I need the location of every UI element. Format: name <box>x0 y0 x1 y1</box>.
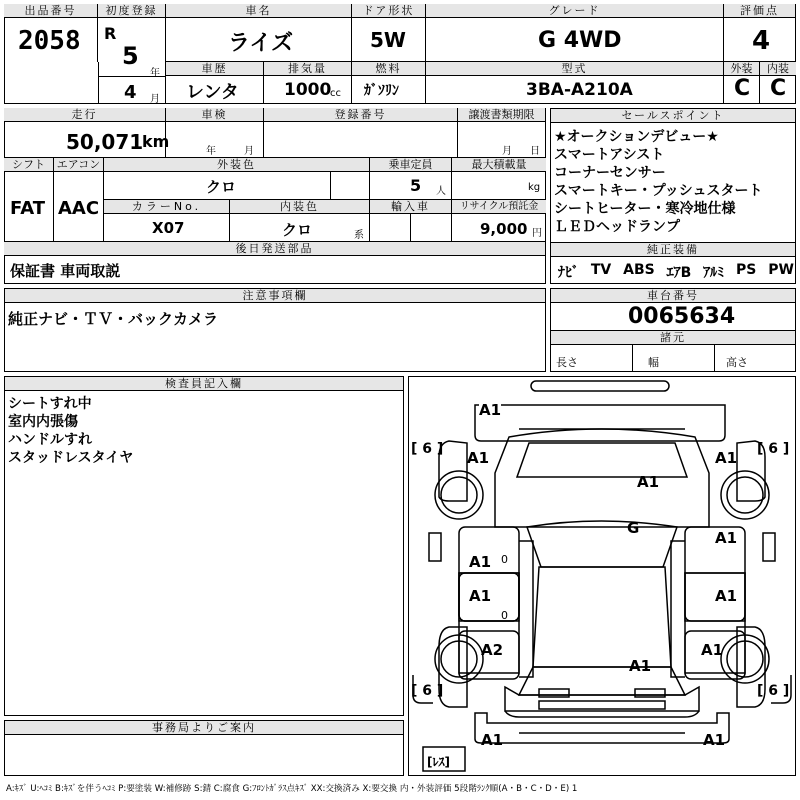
color-no-value: X07 <box>152 219 185 237</box>
int-cell <box>760 62 796 104</box>
zero-mark-left-front: 0 <box>501 553 508 566</box>
tire-mark-rr: [ 6 ] <box>757 683 790 699</box>
model-value: 3BA-A210A <box>526 80 633 100</box>
grade-value: G 4WD <box>538 28 622 53</box>
length-label: 長さ <box>556 356 578 369</box>
month-value: 4 <box>124 82 137 103</box>
tire-mark-rl: [ 6 ] <box>411 683 444 699</box>
color-no-cell <box>104 200 230 242</box>
reg-no-cell <box>264 108 458 158</box>
mileage-value: 50,071 <box>66 130 144 154</box>
mileage-unit: km <box>142 132 170 151</box>
capacity-unit: 人 <box>436 186 446 197</box>
car-name-label: 車名 <box>166 4 351 18</box>
grade-cell <box>426 4 724 62</box>
mark-right-front-door: A1 <box>715 529 738 547</box>
sales-point-line: ★オークションデビュー★ <box>554 129 719 145</box>
recycle-label: リサイクル預託金 <box>452 200 546 214</box>
year-value: 5 <box>122 42 139 70</box>
month-unit: 月 <box>150 94 160 105</box>
int-label: 内装 <box>760 62 796 76</box>
spare-tire-mark: [ﾚｽ] <box>427 755 450 769</box>
ac-cell <box>54 158 104 242</box>
ac-label: エアコン <box>54 158 103 172</box>
insp-month-unit: 月 <box>244 146 254 157</box>
chassis-label: 車台番号 <box>551 289 795 303</box>
height-label: 高さ <box>726 356 748 369</box>
shift-label: シフト <box>4 158 53 172</box>
equipment-item: ｱﾙﾐ <box>703 265 725 281</box>
history-value: レンタ <box>186 82 239 103</box>
era-value: R <box>104 24 117 43</box>
score-label: 評価点 <box>724 4 795 18</box>
ext-color-label: 外装色 <box>104 158 369 172</box>
recycle-cell <box>452 200 546 242</box>
int-color-unit: 系 <box>354 230 364 241</box>
inspector-line: スタッドレスタイヤ <box>8 450 134 466</box>
lot-cell <box>4 4 98 62</box>
ext-label: 外装 <box>724 62 759 76</box>
tire-mark-fl: [ 6 ] <box>411 441 444 457</box>
reg-no-label: 登録番号 <box>264 108 457 122</box>
ac-value: AAC <box>58 198 100 219</box>
equipment-label: 純正装備 <box>551 243 795 257</box>
model-cell <box>426 62 724 104</box>
displacement-cell <box>264 62 352 104</box>
inspector-line: 室内内張傷 <box>8 414 78 430</box>
sales-point-line: シートヒーター・寒冷地仕様 <box>554 201 736 217</box>
equipment-item: ｴｱB <box>666 265 692 281</box>
fuel-value: ｶﾞｿﾘﾝ <box>364 83 399 99</box>
inspector-line: ハンドルすれ <box>8 432 92 448</box>
equipment-item: ABS <box>623 262 655 278</box>
tire-mark-fr: [ 6 ] <box>757 441 790 457</box>
equipment-item: TV <box>590 262 612 278</box>
door-cell <box>352 4 426 62</box>
capacity-label: 乗車定員 <box>370 158 451 172</box>
mark-left-rear-fender: A2 <box>481 641 504 659</box>
notes-value: 純正ナビ・ＴＶ・バックカメラ <box>8 310 219 328</box>
office-label: 事務局よりご案内 <box>5 721 403 735</box>
shift-value: FAT <box>10 198 46 219</box>
car-name-value: ライズ <box>228 31 294 56</box>
notes-label: 注意事項欄 <box>5 289 545 303</box>
mark-right-front-fender: A1 <box>715 449 738 467</box>
mark-front-bumper: A1 <box>479 401 502 419</box>
capacity-value: 5 <box>410 176 422 195</box>
mark-left-front-door: A1 <box>469 553 492 571</box>
equipment-item: ﾅﾋﾞ <box>558 265 579 281</box>
history-cell <box>166 62 264 104</box>
door-label: ドア形状 <box>352 4 425 18</box>
fuel-label: 燃料 <box>352 62 425 76</box>
year-unit: 年 <box>150 68 160 79</box>
displacement-unit: cc <box>330 88 341 99</box>
car-name-cell <box>166 4 352 62</box>
mark-right-rear-fender: A1 <box>701 641 724 659</box>
inspector-notes <box>8 395 133 467</box>
equipment-list <box>558 262 794 282</box>
later-parts-cell <box>4 242 546 284</box>
transfer-label: 譲渡書類期限 <box>458 108 545 122</box>
fuel-cell <box>352 62 426 104</box>
import-cell <box>370 200 452 242</box>
color-no-label: カラーNo. <box>104 200 229 214</box>
displacement-value: 1000 <box>284 80 332 100</box>
max-load-unit: kg <box>528 182 541 193</box>
model-label: 型式 <box>426 62 723 76</box>
int-color-cell <box>230 200 370 242</box>
chassis-value: 0065634 <box>628 304 736 329</box>
import-label: 輸入車 <box>370 200 451 214</box>
mark-rear-left-bumper: A1 <box>481 731 504 749</box>
history-label: 車歴 <box>166 62 263 76</box>
spec-label: 諸元 <box>551 331 795 345</box>
legend: A:ｷｽﾞ U:ﾍｺﾐ B:ｷｽﾞを伴うﾍｺﾐ P:要塗装 W:補修跡 S:錆 C:腐食 G:ﾌﾛﾝﾄｶﾞﾗｽ点ｷｽﾞ XX:交換済み X:要交換 内・外装評価 5段階ﾗﾝｸ順(A・B・C・D・E) 1 <box>6 784 578 794</box>
inspection-cell <box>166 108 264 158</box>
recycle-value: 9,000 <box>480 220 528 238</box>
width-label: 幅 <box>648 356 659 369</box>
score-value: 4 <box>752 26 771 56</box>
mileage-label: 走行 <box>4 108 165 122</box>
mark-left-rear-door: A1 <box>469 587 492 605</box>
mark-hood: A1 <box>637 473 660 491</box>
score-cell <box>724 4 796 62</box>
equipment-item: PS <box>736 262 757 278</box>
int-value: C <box>770 76 787 101</box>
sales-point-line: コーナーセンサー <box>554 165 666 181</box>
int-color-value: クロ <box>282 221 313 239</box>
mark-rear-right-bumper: A1 <box>703 731 726 749</box>
max-load-label: 最大積載量 <box>452 158 546 172</box>
recycle-unit: 円 <box>532 228 542 239</box>
mark-roof: A1 <box>629 657 652 675</box>
inspector-label: 検査員記入欄 <box>5 377 403 391</box>
damage-diagram <box>408 376 796 776</box>
first-reg-cell <box>98 4 166 104</box>
car-outline <box>409 377 795 775</box>
mark-left-front-fender: A1 <box>467 449 490 467</box>
equipment-item: PW <box>768 262 794 278</box>
max-load-cell <box>452 158 546 200</box>
transfer-cell <box>458 108 546 158</box>
grade-label: グレード <box>426 4 723 18</box>
lot-value: 2058 <box>18 26 81 56</box>
sales-point-line: スマートアシスト <box>554 147 665 163</box>
ext-value: C <box>734 76 751 101</box>
sales-point-line: スマートキー・プッシュスタート <box>554 183 763 199</box>
sales-points-list <box>554 128 794 236</box>
inspector-line: シートすれ中 <box>8 396 92 412</box>
later-parts-value: 保証書 車両取説 <box>10 262 121 280</box>
later-parts-label: 後日発送部品 <box>4 242 545 256</box>
ext-color-value: クロ <box>206 178 237 196</box>
shift-cell <box>4 158 54 242</box>
transfer-month-unit: 月 <box>502 146 512 157</box>
capacity-cell <box>370 158 452 200</box>
mark-windshield: G <box>627 519 640 537</box>
insp-year-unit: 年 <box>206 146 216 157</box>
ext-cell <box>724 62 760 104</box>
sales-points-label: セールスポイント <box>551 109 795 123</box>
mileage-cell <box>4 108 170 158</box>
first-reg-label: 初度登録 <box>98 4 165 18</box>
displacement-label: 排気量 <box>264 62 351 76</box>
int-color-label: 内装色 <box>230 200 369 214</box>
zero-mark-left-rear: 0 <box>501 609 508 622</box>
door-value: 5W <box>370 28 406 52</box>
lot-label: 出品番号 <box>4 4 97 18</box>
mark-right-rear-door: A1 <box>715 587 738 605</box>
sales-point-line: ＬＥＤヘッドランプ <box>554 219 680 235</box>
inspection-label: 車検 <box>166 108 263 122</box>
transfer-day-unit: 日 <box>530 146 540 157</box>
